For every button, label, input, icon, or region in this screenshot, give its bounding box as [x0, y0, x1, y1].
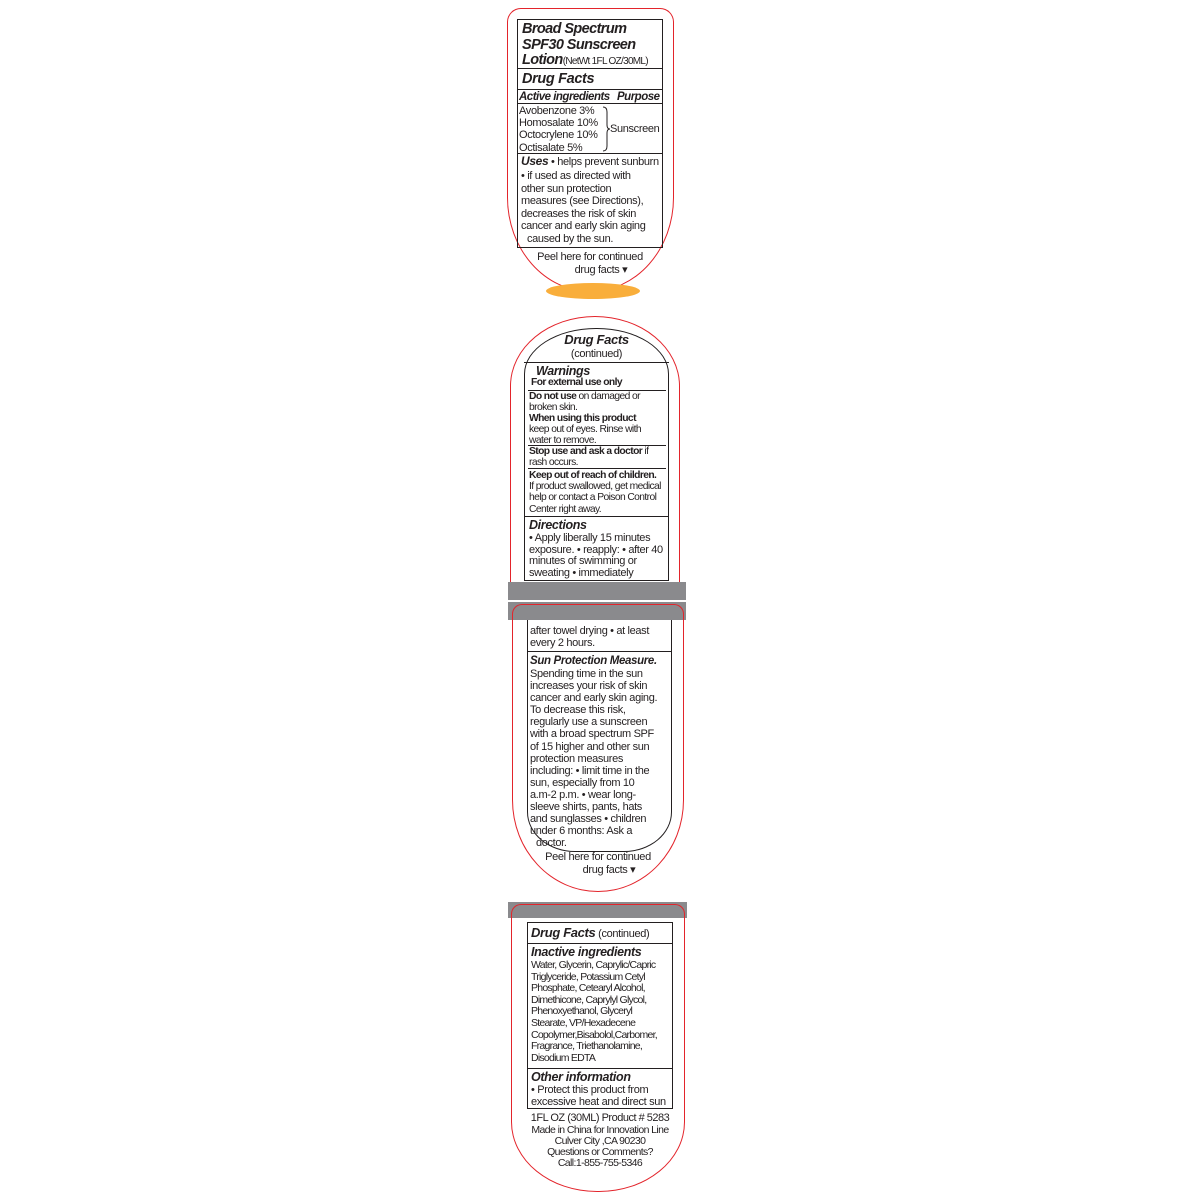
manufacturer-address: Culver City ,CA 90230 — [554, 1135, 646, 1147]
directions-text: • Apply liberally 15 minutes exposure. • reapply: • after 40 minutes of swimming or sweating • immediately — [529, 532, 663, 579]
external-use-only: For external use only — [531, 377, 622, 388]
drug-facts-heading: Drug Facts — [522, 71, 595, 87]
directions-header: Directions — [529, 518, 587, 532]
uses-section: Uses • helps prevent sunburn — [521, 154, 659, 168]
divider — [517, 89, 663, 90]
peel-instruction: Peel here for continued drug facts ▾ — [545, 851, 651, 876]
divider — [527, 943, 673, 944]
product-footer — [523, 1113, 677, 1170]
uses-text: • if used as directed with other sun protection measures (see Directions), decreases the risk of skin cancer and early skin aging caused by the sun. — [521, 170, 646, 245]
warnings-header: Warnings — [536, 364, 590, 378]
product-title: Broad Spectrum SPF30 Sunscreen Lotion(NetWt 1FL OZ/30ML) — [522, 21, 648, 68]
sun-protection-header: Sun Protection Measure. — [530, 655, 657, 667]
active-ingredients-header: Active ingredients — [519, 91, 610, 103]
sun-protection-text: Spending time in the sun increases your risk of skin cancer and early skin aging. To decrease this risk, regularly use a sunscreen with a broad spectrum SPF of 15 higher and other sun protection measures including: • limit time in the sun, especially from 10 a.m-2 p.m. • wear long- sleeve shirts, pants, hats and sunglasses • children under 6 months: Ask a doctor. — [530, 668, 658, 850]
manufacturer: Made in China for Innovation Line — [531, 1123, 669, 1136]
do-not-use: Do not use on damaged or broken skin. — [529, 391, 640, 414]
phone-number: Call:1-855-755-5346 — [557, 1157, 643, 1170]
divider — [527, 1068, 673, 1069]
uses-header: Uses — [521, 154, 549, 168]
directions-continued: after towel drying • at least every 2 hours. — [530, 625, 650, 650]
divider — [524, 516, 669, 517]
separator-bar — [508, 582, 686, 600]
stop-use: Stop use and ask a doctor if rash occurs. — [529, 446, 649, 469]
inactive-ingredients-header: Inactive ingredients — [531, 945, 642, 959]
when-using: When using this product keep out of eyes. Rinse with water to remove. — [529, 413, 641, 447]
other-information-header: Other information — [531, 1070, 631, 1084]
continued-label: (continued) — [570, 348, 623, 360]
divider — [528, 468, 666, 469]
drug-facts-heading: Drug Facts (continued) — [531, 925, 650, 940]
inactive-ingredients-list: Water, Glycerin, Caprylic/Capric Triglyceride, Potassium Cetyl Phosphate, Cetearyl Alcohol, Dimethicone, Caprylyl Glycol, Phenoxyethanol, Glyceryl Stearate, VP/Hexadecene Copolymer,Bisabolol,Carbomer, Fragrance, Triethanolamine, Disodium EDTA — [531, 959, 657, 1064]
purpose-header: Purpose — [617, 91, 660, 103]
peel-instruction: Peel here for continued drug facts ▾ — [537, 251, 643, 276]
purpose-value: Sunscreen — [610, 123, 660, 135]
peel-tab[interactable] — [546, 283, 640, 299]
net-product-number: 1FL OZ (30ML) Product # 5283 — [530, 1112, 670, 1124]
questions-label: Questions or Comments? — [547, 1146, 653, 1159]
divider — [517, 68, 663, 69]
divider — [527, 651, 672, 652]
net-weight: (NetWt 1FL OZ/30ML) — [562, 56, 648, 67]
other-information-text: • Protect this product from excessive heat and direct sun — [531, 1084, 666, 1109]
divider — [517, 103, 663, 104]
keep-out-of-reach: Keep out of reach of children. If product swallowed, get medical help or contact a Poison Control Center right away. — [529, 470, 661, 515]
drug-facts-heading: Drug Facts — [564, 332, 629, 347]
divider — [524, 362, 669, 363]
active-ingredients-list: Avobenzone 3% Homosalate 10% Octocrylene 10% Octisalate 5% — [519, 105, 598, 154]
